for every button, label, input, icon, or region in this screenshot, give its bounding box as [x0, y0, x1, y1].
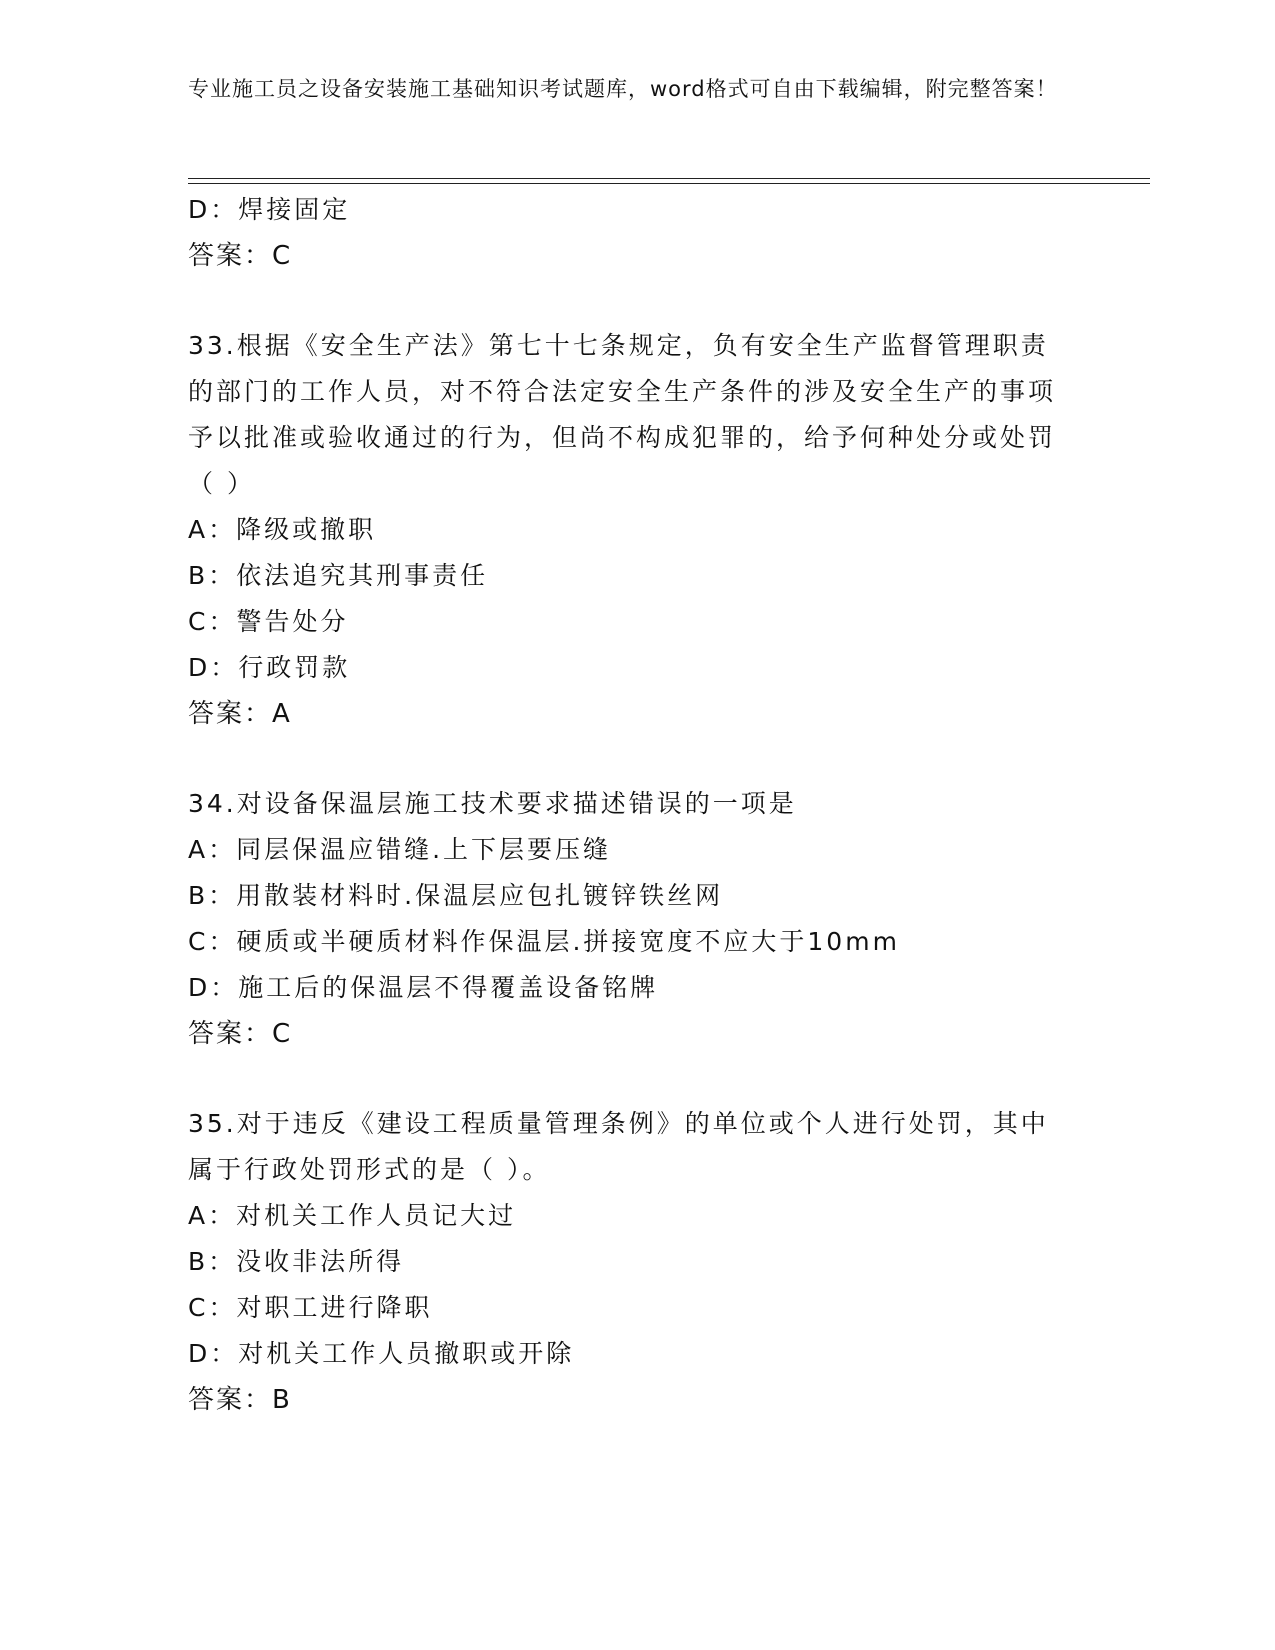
option-a: A：同层保温应错缝.上下层要压缝: [188, 835, 612, 864]
question-stem: 35.对于违反《建设工程质量管理条例》的单位或个人进行处罚，其中属于行政处罚形式的是（ ）。: [188, 1109, 1049, 1184]
answer-line: 答案：A: [188, 699, 292, 729]
previous-question-tail: [188, 187, 1088, 279]
question-stem: 34.对设备保温层施工技术要求描述错误的一项是: [188, 789, 797, 818]
question-35: [188, 1101, 1088, 1423]
option-c: C：硬质或半硬质材料作保温层.拼接宽度不应大于10mm: [188, 927, 900, 956]
option-b: B：用散装材料时.保温层应包扎镀锌铁丝网: [188, 881, 724, 910]
option-d: D：施工后的保温层不得覆盖设备铭牌: [188, 973, 659, 1002]
answer-line: 答案：C: [188, 241, 293, 271]
option-b: B：依法追究其刑事责任: [188, 561, 489, 590]
option-d: D：对机关工作人员撤职或开除: [188, 1339, 575, 1368]
option-d: D：行政罚款: [188, 653, 351, 682]
option-c: C：对职工进行降职: [188, 1293, 433, 1322]
document-body: [188, 187, 1088, 1423]
answer-line: 答案：B: [188, 1385, 292, 1415]
question-34: [188, 781, 1088, 1057]
option-b: B：没收非法所得: [188, 1247, 405, 1276]
question-stem: 33.根据《安全生产法》第七十七条规定，负有安全生产监督管理职责的部门的工作人员，对不符合法定安全生产条件的涉及安全生产的事项予以批准或验收通过的行为，但尚不构成犯罪的，给予何种处分或处罚（ ）: [188, 331, 1057, 498]
option-a: A：对机关工作人员记大过: [188, 1201, 517, 1230]
option-c: C：警告处分: [188, 607, 349, 636]
header-rule-bottom: [188, 183, 1150, 184]
page-header: 专业施工员之设备安装施工基础知识考试题库，word格式可自由下载编辑，附完整答案！: [188, 77, 1058, 101]
question-33: [188, 323, 1088, 737]
header-rule-top: [188, 178, 1150, 179]
option-a: A：降级或撤职: [188, 515, 377, 544]
option-d: D：焊接固定: [188, 195, 351, 224]
answer-line: 答案：C: [188, 1019, 293, 1049]
